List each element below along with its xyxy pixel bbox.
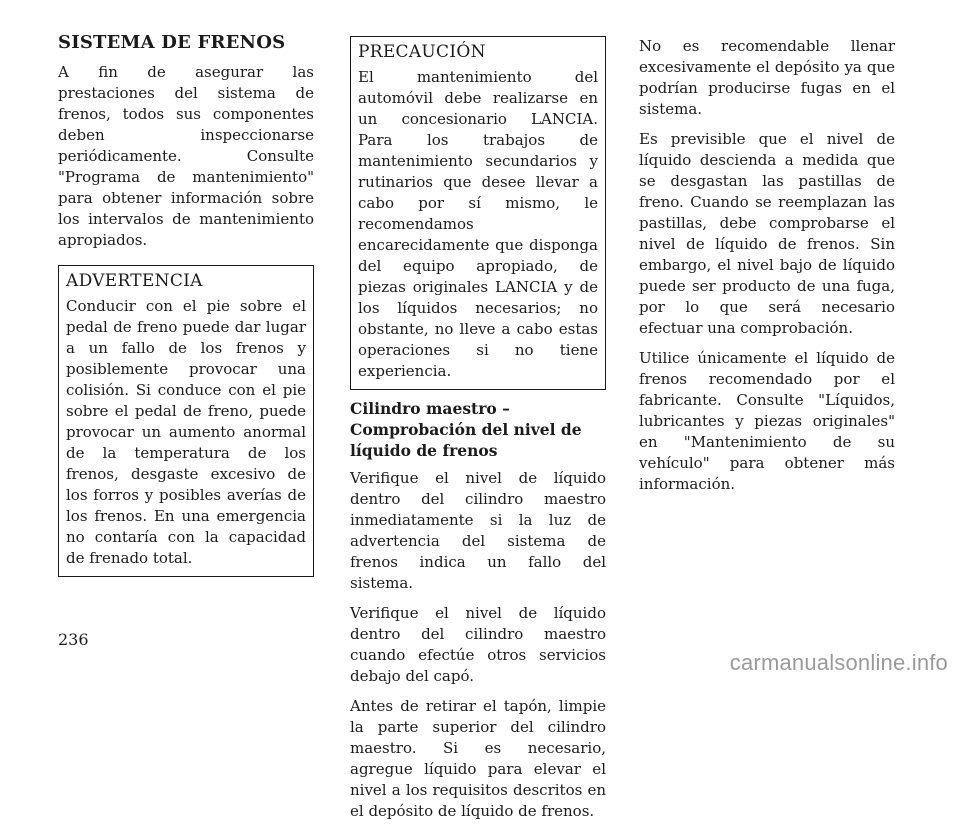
warning-title: ADVERTENCIA: [66, 271, 203, 291]
paragraph: Utilice únicamente el líquido de frenos recomendado por el fabricante. Consulte "Líquidos, lubricantes y piezas originales" en "Mantenimiento de su vehículo" para obtener más información.: [639, 349, 895, 493]
page-number: 236: [58, 630, 89, 649]
paragraph: Verifique el nivel de líquido dentro del cilindro maestro inmediatamente si la luz de advertencia del sistema de frenos indica un fallo del sistema.: [350, 469, 606, 592]
watermark: carmanualsonline.info: [729, 650, 948, 675]
subheading: Cilindro maestro – Comprobación del nivel de líquido de frenos: [350, 399, 582, 460]
caution-box: [350, 36, 606, 390]
warning-box: [58, 265, 314, 577]
column-right: [639, 36, 895, 504]
caution-text: El mantenimiento del automóvil debe realizarse en un concesionario LANCIA. Para los trabajos de mantenimiento secundarios y rutinarios que desee llevar a cabo por sí mismo, le recomendamos encarecidamente que disponga del equipo apropiado, de piezas originales LANCIA y de los líquidos necesarios; no obstante, no lleve a cabo estas operaciones si no tiene experiencia.: [358, 68, 598, 380]
paragraph: No es recomendable llenar excesivamente el depósito ya que podrían producirse fugas en el sistema.: [639, 37, 895, 118]
intro-paragraph: A fin de asegurar las prestaciones del sistema de frenos, todos sus componentes deben inspeccionarse periódicamente. Consulte "Programa de mantenimiento" para obtener información sobre los intervalos de mantenimiento apropiados.: [58, 63, 314, 249]
column-middle: [350, 32, 606, 831]
caution-title: PRECAUCIÓN: [358, 42, 486, 62]
warning-text: Conducir con el pie sobre el pedal de freno puede dar lugar a un fallo de los frenos y posiblemente provocar una colisión. Si conduce con el pie sobre el pedal de freno, puede provocar un aumento anormal de la temperatura de los frenos, desgaste excesivo de los forros y posibles averías de los frenos. En una emergencia no contaría con la capacidad de frenado total.: [66, 297, 306, 567]
paragraph: Verifique el nivel de líquido dentro del cilindro maestro cuando efectúe otros servicios debajo del capó.: [350, 604, 606, 685]
section-title: SISTEMA DE FRENOS: [58, 32, 286, 53]
column-left: [58, 32, 314, 585]
paragraph: Es previsible que el nivel de líquido descienda a medida que se desgastan las pastillas de freno. Cuando se reemplazan las pastillas, debe comprobarse el nivel de líquido de frenos. Sin embargo, el nivel bajo de líquido puede ser producto de una fuga, por lo que será necesario efectuar una comprobación.: [639, 130, 895, 337]
paragraph: Antes de retirar el tapón, limpie la parte superior del cilindro maestro. Si es necesario, agregue líquido para elevar el nivel a los requisitos descritos en el depósito de líquido de frenos.: [350, 697, 606, 820]
